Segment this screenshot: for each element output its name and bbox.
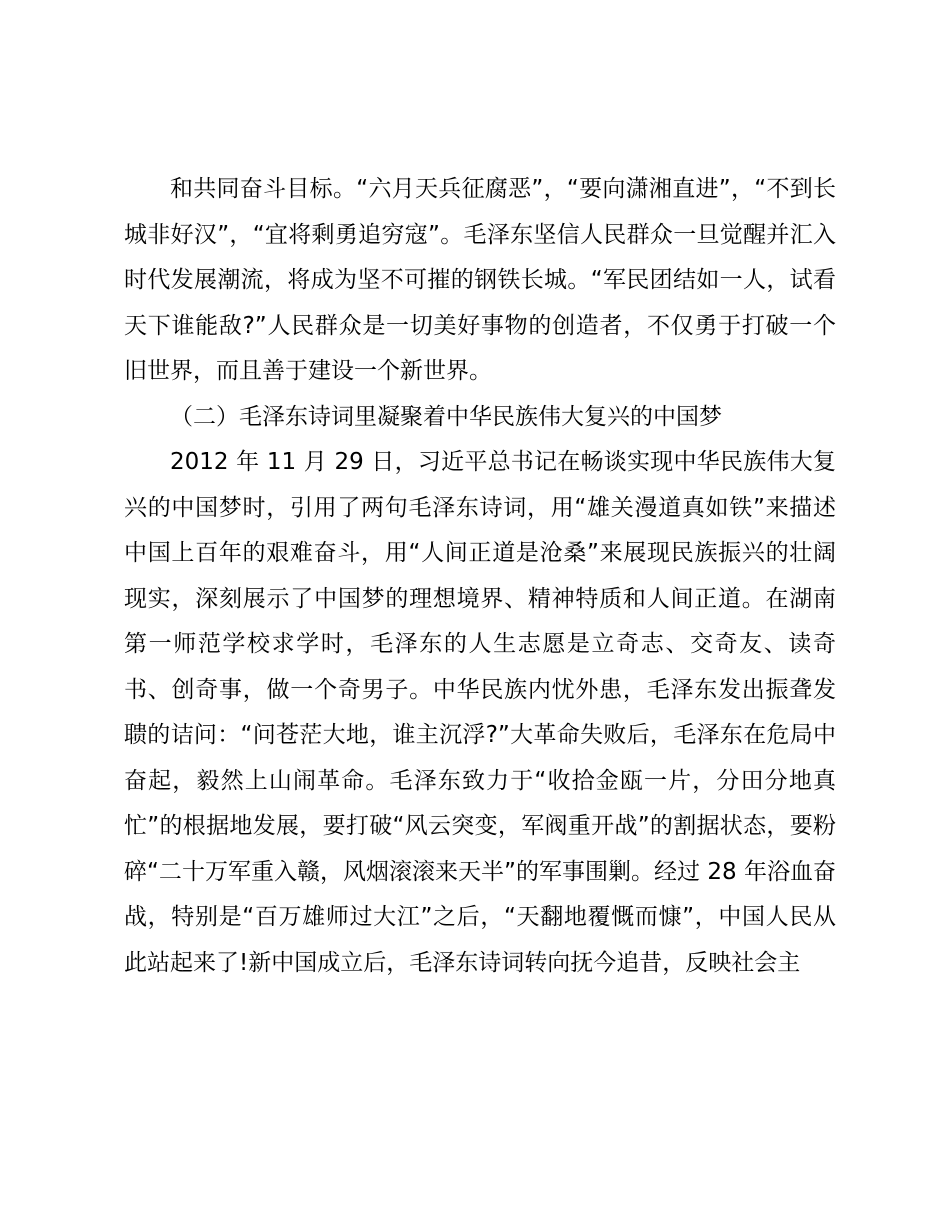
paragraph-1: 和共同奋斗目标。“六月天兵征腐恶”，“要向潇湘直进”，“不到长城非好汉”，“宜将剩勇追穷寇”。毛泽东坚信人民群众一旦觉醒并汇入时代发展潮流，将成为坚不可摧的钢铁长城。“军民团结如一人，试看天下谁能敌?”人民群众是一切美好事物的创造者，不仅勇于打破一个旧世界，而且善于建设一个新世界。 <box>124 176 836 384</box>
paragraph-2: 2012 年 11 月 29 日，习近平总书记在畅谈实现中华民族伟大复兴的中国梦时，引用了两句毛泽东诗词，用“雄关漫道真如铁”来描述中国上百年的艰难奋斗，用“人间正道是沧桑”来展现民族振兴的壮阔现实，深刻展示了中国梦的理想境界、精神特质和人间正道。在湖南第一师范学校求学时，毛泽东的人生志愿是立奇志、交奇友、读奇书、创奇事，做一个奇男子。中华民族内忧外患，毛泽东发出振聋发聩的诘问：“问苍茫大地，谁主沉浮?”大革命失败后，毛泽东在危局中奋起，毅然上山闹革命。毛泽东致力于“收拾金瓯一片，分田分地真忙”的根据地发展，要打破“风云突变，军阀重开战”的割据状态，要粉碎“二十万军重入赣，风烟滚滚来天半”的军事围剿。经过 28 年浴血奋战，特别是“百万雄师过大江”之后，“天翻地覆慨而慷”，中国人民从此站起来了!新中国成立后，毛泽东诗词转向抚今追昔，反映社会主 <box>124 449 836 976</box>
section-heading: （二）毛泽东诗词里凝聚着中华民族伟大复兴的中国梦 <box>170 403 722 430</box>
document-body <box>124 167 836 986</box>
